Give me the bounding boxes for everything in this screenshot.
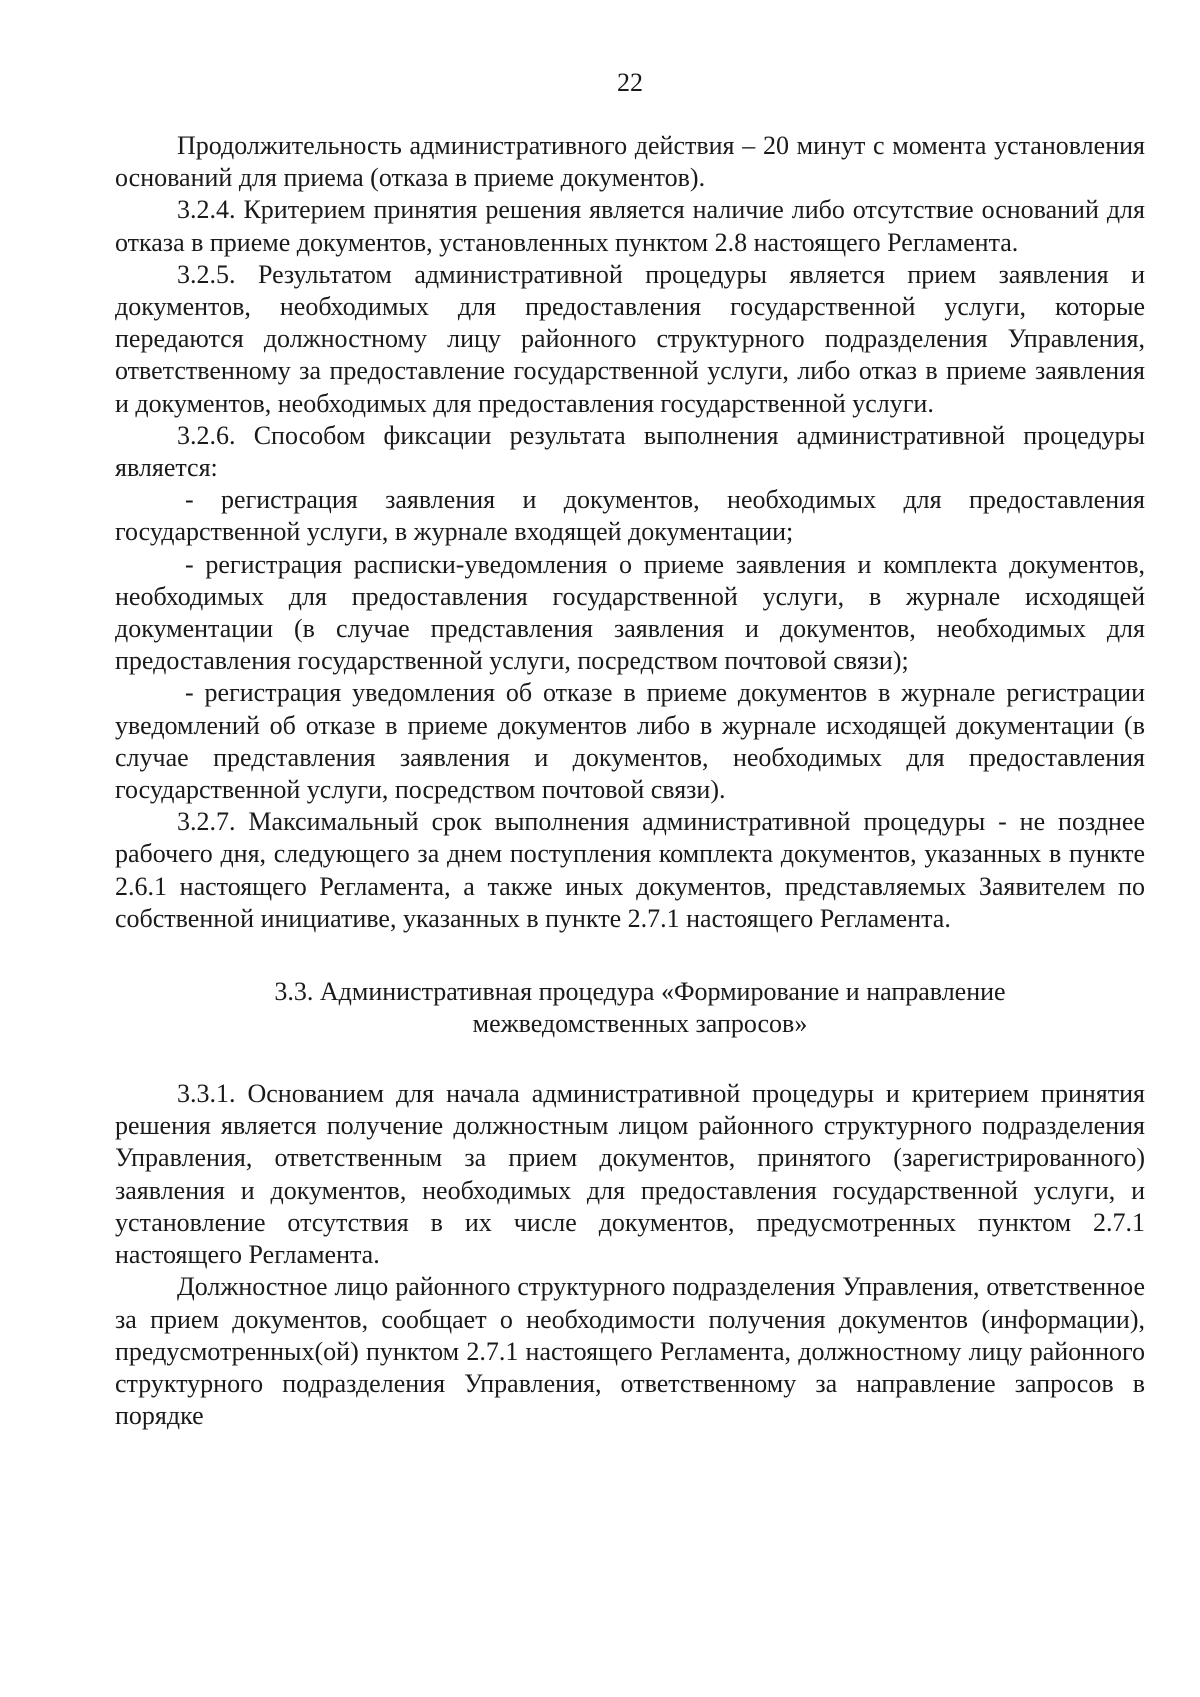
document-body xyxy=(115,130,1145,1432)
page-number: 22 xyxy=(617,68,643,97)
paragraph-duration: Продолжительность административного действия – 20 минут с момента установления оснований для приема (отказа в приеме документов). xyxy=(115,131,1145,193)
list-item-registration-receipt: - регистрация расписки-уведомления о приеме заявления и комплекта документов, необходимых для предоставления государственной услуги, в журнале исходящей документации (в случае представления заявления и документов, необходимых для предоставления государственной услуги, посредством почтовой связи); xyxy=(115,549,1145,676)
paragraph-responsible-official: Должностное лицо районного структурного подразделения Управления, ответственное за прием документов, сообщает о необходимости получения документов (информации), предусмотренных(ой) пунктом 2.7.1 настоящего Регламента, должностному лицу районного структурного подразделения Управления, ответственному за направление запросов в порядке xyxy=(115,1272,1145,1431)
section-heading-line-1: 3.3. Административная процедура «Формирование и направление xyxy=(274,977,1006,1007)
paragraph-3-2-5: 3.2.5. Результатом административной процедуры является прием заявления и документов, необходимых для предоставления государственной услуги, которые передаются должностному лицу районного структурного подразделения Управления, ответственному за предоставление государственной услуги, либо отказ в приеме заявления и документов, необходимых для предоставления государственной услуги. xyxy=(115,259,1145,418)
paragraph-3-3-1: 3.3.1. Основанием для начала административной процедуры и критерием принятия решения является получение должностным лицом районного структурного подразделения Управления, ответственным за прием документов, принятого (зарегистрированного) заявления и документов, необходимых для предоставления государственной услуги, и установление отсутствия в их числе документов, предусмотренных пунктом 2.7.1 настоящего Регламента. xyxy=(115,1079,1145,1270)
section-heading-3-3 xyxy=(115,976,1145,1040)
paragraph-3-2-4: 3.2.4. Критерием принятия решения является наличие либо отсутствие оснований для отказа в приеме документов, установленных пунктом 2.8 настоящего Регламента. xyxy=(115,195,1145,257)
section-heading-line-2: межведомственных запросов» xyxy=(472,1009,808,1039)
list-item-registration-incoming: - регистрация заявления и документов, необходимых для предоставления государственной услуги, в журнале входящей документации; xyxy=(115,485,1145,547)
paragraph-3-2-7: 3.2.7. Максимальный срок выполнения административной процедуры - не позднее рабочего дня, следующего за днем поступления комплекта документов, указанных в пункте 2.6.1 настоящего Регламента, а также иных документов, представляемых Заявителем по собственной инициативе, указанных в пункте 2.7.1 настоящего Регламента. xyxy=(115,807,1145,933)
list-item-registration-refusal: - регистрация уведомления об отказе в приеме документов в журнале регистрации уведомлений об отказе в приеме документов либо в журнале исходящей документации (в случае представления заявления и документов, необходимых для предоставления государственной услуги, посредством почтовой связи). xyxy=(115,678,1145,805)
paragraph-3-2-6: 3.2.6. Способом фиксации результата выполнения административной процедуры является: xyxy=(115,420,1145,483)
